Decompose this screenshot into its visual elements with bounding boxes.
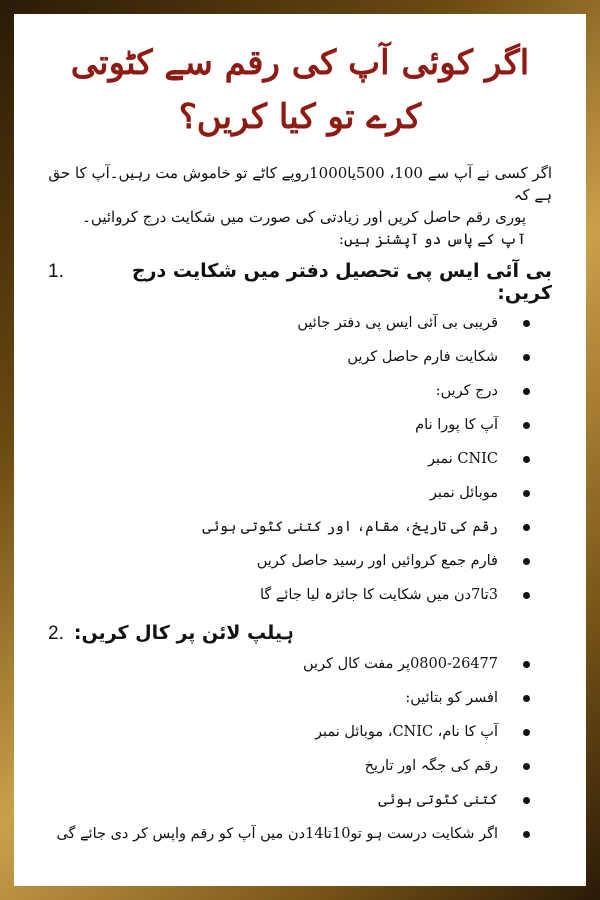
section-1-number: 1.	[48, 261, 64, 282]
list-item: آپ کا پورا نام	[48, 408, 538, 442]
bullet-icon	[523, 592, 530, 599]
info-card	[14, 14, 586, 886]
section-2-number: 2.	[48, 623, 64, 644]
bullet-icon	[523, 422, 530, 429]
bullet-icon	[523, 490, 530, 497]
list-item: اگر شکایت درست ہو تو10تا14دن میں آپ کو رقم واپس کر دی جائے گی	[48, 817, 538, 851]
bullet-icon	[523, 354, 530, 361]
bullet-icon	[523, 320, 530, 327]
list-item: رقم کی جگہ اور تاریخ	[48, 749, 538, 783]
list-item: کتنی کٹوتی ہوئی	[48, 783, 538, 817]
bullet-icon	[523, 456, 530, 463]
list-item: CNIC نمبر	[48, 442, 538, 476]
list-item: موبائل نمبر	[48, 476, 538, 510]
section-1-title: بی آئی ایس پی تحصیل دفتر میں شکایت درج کریں:	[131, 260, 552, 304]
list-item: درج کریں:	[48, 374, 538, 408]
bullet-icon	[523, 524, 530, 531]
bullet-icon	[523, 763, 530, 770]
intro-line-3: آپ کے پاس دو آپشنز ہیں:	[338, 230, 526, 248]
list-item: قریبی بی آئی ایس پی دفتر جائیں	[48, 306, 538, 340]
bullet-icon	[523, 797, 530, 804]
intro-line-2: پوری رقم حاصل کریں اور زیادتی کی صورت میں شکایت درج کروائیں۔	[82, 208, 526, 226]
list-item: فارم جمع کروائیں اور رسید حاصل کریں	[48, 544, 538, 578]
page-title: اگر کوئی آپ کی رقم سے کٹوتی کرے تو کیا کریں؟	[70, 43, 530, 137]
list-item: آپ کا نام، CNIC، موبائل نمبر	[48, 715, 538, 749]
bullet-icon	[523, 695, 530, 702]
bullet-icon	[523, 388, 530, 395]
section-1-heading	[48, 260, 552, 304]
bullet-icon	[523, 558, 530, 565]
intro-line-1: اگر کسی نے آپ سے 100، 500یا1000روپے کاٹے تو خاموش مت رہیں۔آپ کا حق ہے کہ	[48, 164, 552, 204]
bullet-icon	[523, 729, 530, 736]
list-item: 3تا7دن میں شکایت کا جائزہ لیا جائے گا	[48, 578, 538, 612]
section-2-list	[48, 647, 552, 851]
section-2-heading	[48, 622, 552, 645]
list-item: شکایت فارم حاصل کریں	[48, 340, 538, 374]
list-item: 0800-26477پر مفت کال کریں	[48, 647, 538, 681]
section-2-title: ہیلپ لائن پر کال کریں:	[73, 622, 294, 644]
bullet-icon	[523, 661, 530, 668]
bullet-icon	[523, 831, 530, 838]
intro-text	[48, 162, 552, 250]
list-item: رقم کی تاریخ، مقام، اور کتنی کٹوتی ہوئی	[48, 510, 538, 544]
section-1-list	[48, 306, 552, 612]
list-item: افسر کو بتائیں:	[48, 681, 538, 715]
